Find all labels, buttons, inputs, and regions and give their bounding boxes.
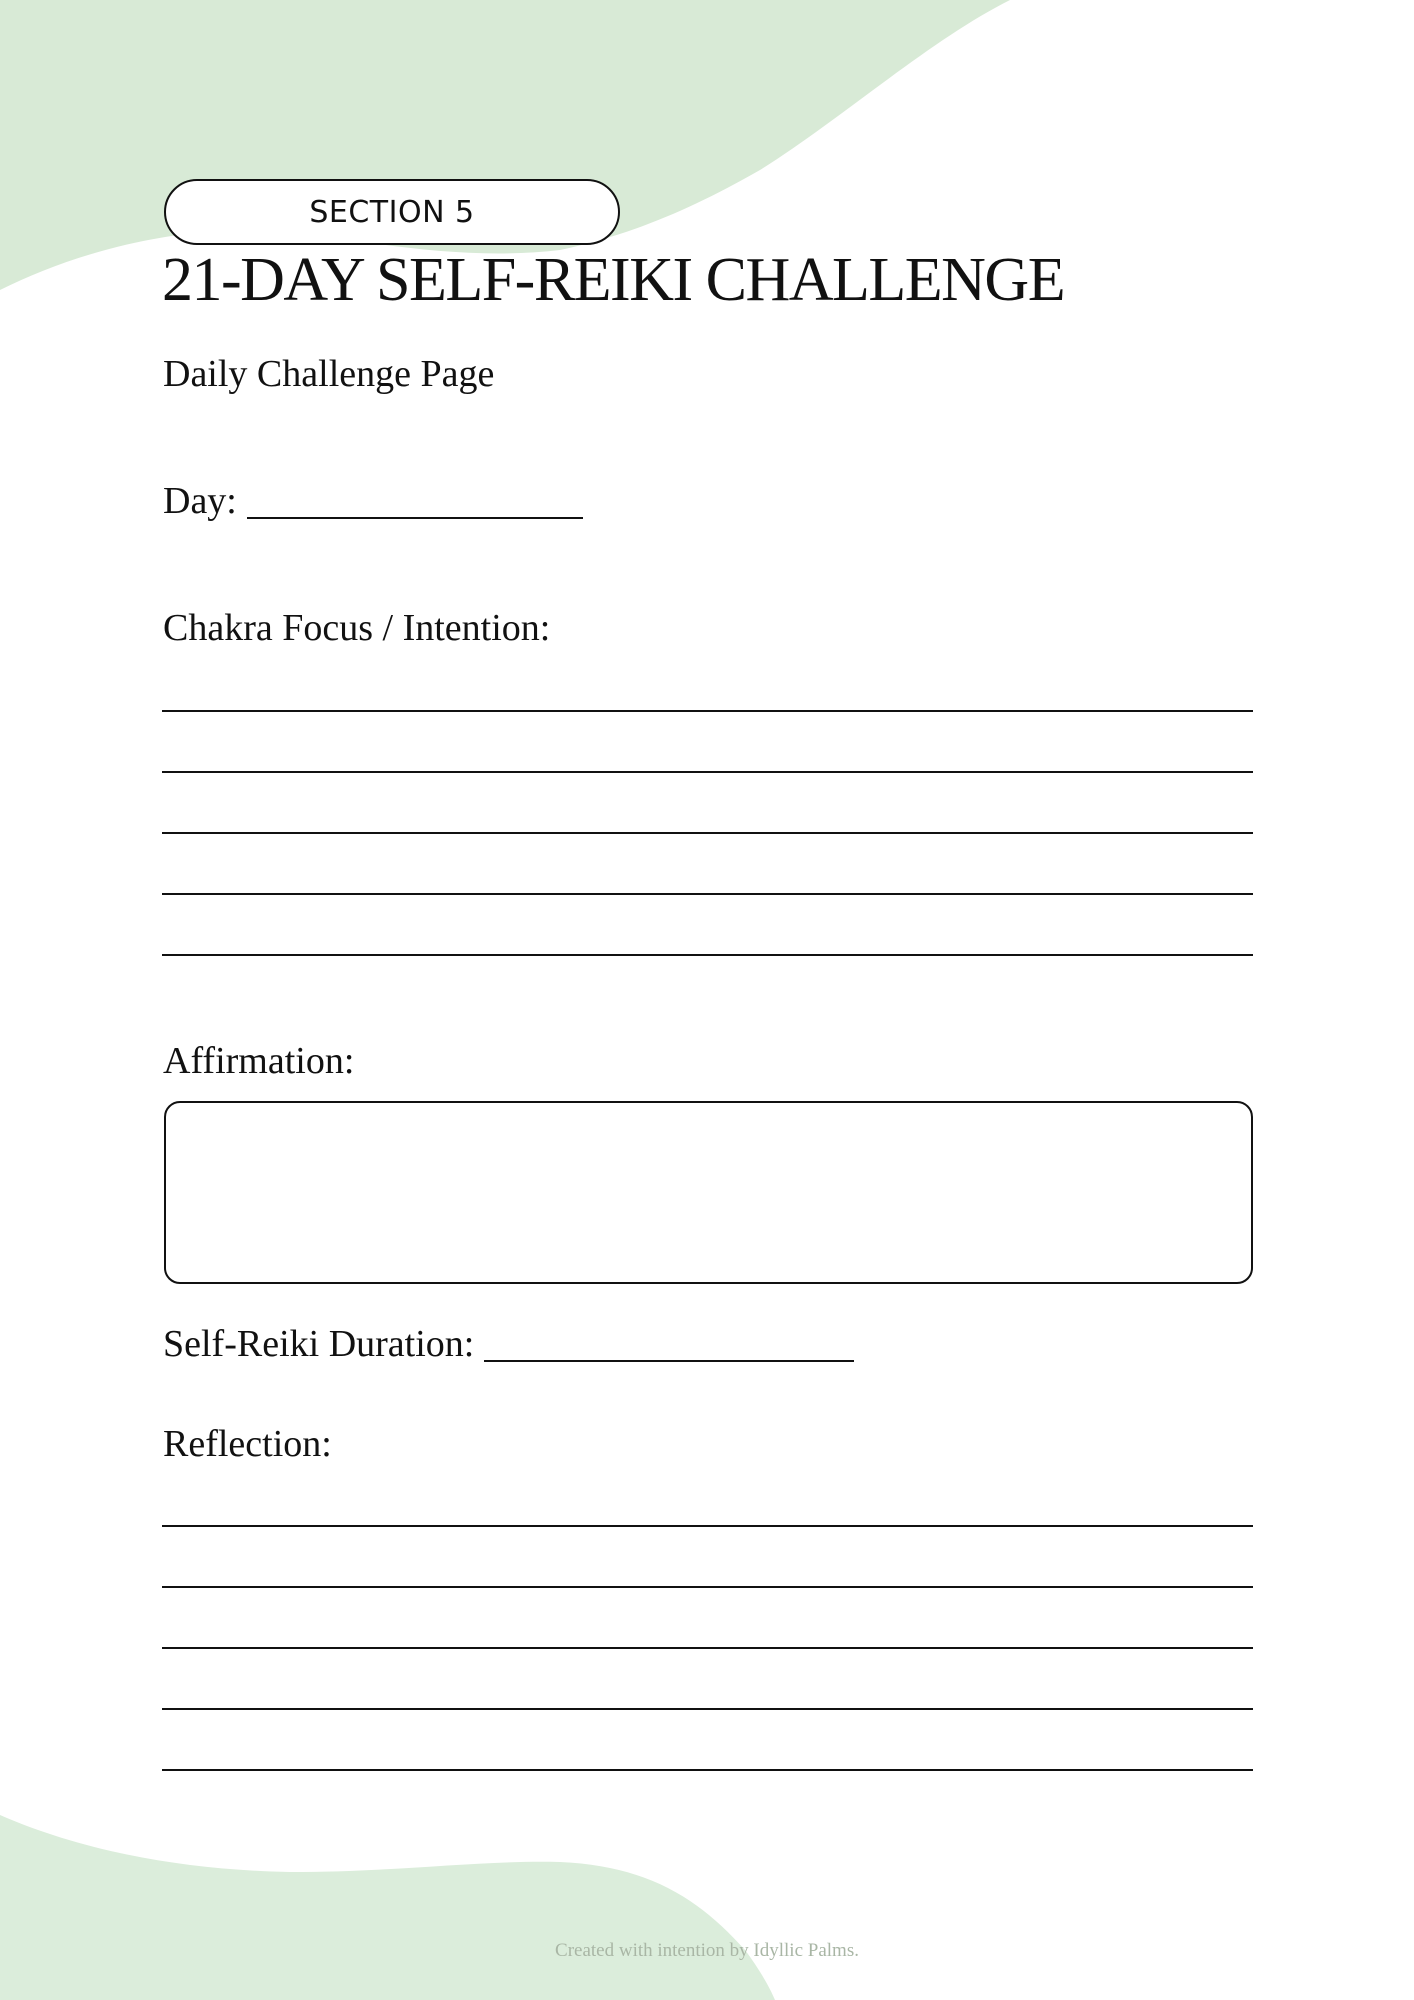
chakra-write-line[interactable] — [162, 710, 1253, 712]
reflection-write-line[interactable] — [162, 1647, 1253, 1649]
duration-field-row — [163, 1320, 854, 1368]
reflection-label: Reflection: — [163, 1423, 332, 1465]
footer-credit: Created with intention by Idyllic Palms. — [555, 1940, 859, 1961]
chakra-write-line[interactable] — [162, 771, 1253, 773]
chakra-write-line[interactable] — [162, 954, 1253, 956]
day-field-row — [163, 477, 583, 525]
reflection-write-line[interactable] — [162, 1708, 1253, 1710]
chakra-write-line[interactable] — [162, 893, 1253, 895]
reflection-write-line[interactable] — [162, 1525, 1253, 1527]
duration-label: Self-Reiki Duration: — [163, 1323, 475, 1365]
chakra-write-line[interactable] — [162, 832, 1253, 834]
section-badge: SECTION 5 — [164, 179, 620, 245]
bottom-green-wave — [0, 1815, 775, 2000]
page-subtitle: Daily Challenge Page — [163, 353, 495, 395]
reflection-write-line[interactable] — [162, 1586, 1253, 1588]
duration-blank-line[interactable] — [484, 1322, 854, 1362]
page-title: 21-DAY SELF-REIKI CHALLENGE — [162, 246, 1065, 314]
reflection-write-line[interactable] — [162, 1769, 1253, 1771]
day-label: Day: — [163, 480, 237, 522]
affirmation-label: Affirmation: — [163, 1040, 355, 1082]
affirmation-box[interactable] — [164, 1101, 1253, 1284]
chakra-focus-label: Chakra Focus / Intention: — [163, 607, 551, 649]
day-blank-line[interactable] — [247, 479, 583, 519]
